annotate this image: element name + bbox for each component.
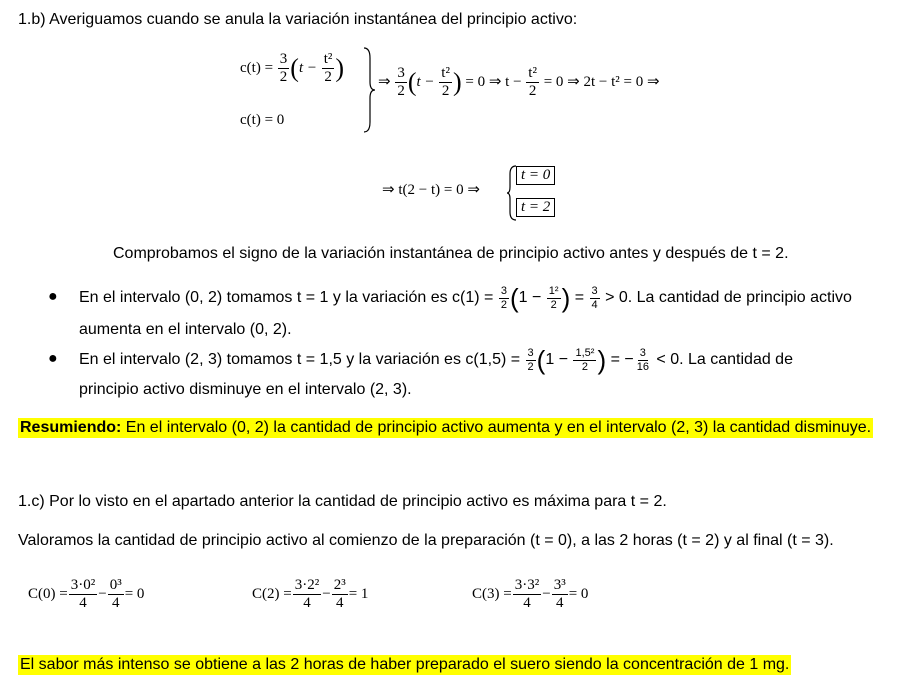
solution-t2-box bbox=[516, 198, 555, 217]
section-1b-intro: 1.b) Averiguamos cuando se anula la variación instantánea del principio activo: bbox=[18, 11, 578, 28]
bullet-2-result-fraction: $\frac{3}{16}$ bbox=[636, 346, 649, 373]
system-brace bbox=[362, 46, 376, 134]
summary-text: En el intervalo (0, 2) la cantidad de principio activo aumenta y en el intervalo (2, 3) la cantidad disminuye. bbox=[121, 419, 872, 436]
eq1-t2-fraction: $\frac{\text{t²}}{2}$ bbox=[323, 51, 333, 85]
system-equation-2: c(t) = 0 bbox=[240, 112, 285, 128]
implies-arrow: ⇒ bbox=[378, 73, 391, 90]
rhs-end: = 0 ⇒ 2t − t² = 0 ⇒ bbox=[543, 73, 660, 90]
bullet-1-marker: ● bbox=[48, 288, 58, 305]
rhs-mid: = 0 ⇒ t − bbox=[465, 73, 522, 90]
eq1-coef-fraction: $\frac{3}{2}$ bbox=[279, 51, 288, 85]
c2-equation: C(2) = $\frac{\text{3·2²}}{4}$ − $\frac{\text{2³}}{4}$ = 1 bbox=[252, 577, 369, 611]
c3-frac-1: $\frac{\text{3·3²}}{4}$ bbox=[514, 577, 540, 611]
system-equation-1: c(t) = $\frac{3}{2}$ (t − $\frac{\text{t²}}{2}$ ) bbox=[240, 51, 345, 85]
conclusion-highlight: El sabor más intenso se obtiene a las 2 horas de haber preparado el suero siendo la concentración de 1 mg. bbox=[20, 656, 790, 673]
c0-frac-2: $\frac{\text{0³}}{4}$ bbox=[109, 577, 122, 611]
rhs-t2-fraction-2: $\frac{\text{t²}}{2}$ bbox=[528, 65, 537, 99]
bullet-2-line-2: principio activo disminuye en el intervalo (2, 3). bbox=[79, 381, 412, 398]
c2-frac-1: $\frac{\text{3·2²}}{4}$ bbox=[294, 577, 320, 611]
rhs-coef-fraction: $\frac{3}{2}$ bbox=[397, 65, 405, 99]
solution-t0-box bbox=[516, 166, 555, 185]
bullet-1-coef-fraction: $\frac{3}{2}$ bbox=[500, 284, 507, 311]
eq1-t: t − bbox=[298, 59, 317, 76]
c0-frac-1: $\frac{\text{3·0²}}{4}$ bbox=[70, 577, 96, 611]
c3-frac-2: $\frac{\text{3³}}{4}$ bbox=[553, 577, 566, 611]
summary-highlight bbox=[18, 418, 873, 438]
eq1-lhs: c(t) = bbox=[240, 59, 274, 76]
c2-frac-2: $\frac{\text{2³}}{4}$ bbox=[333, 577, 346, 611]
c3-equation: C(3) = $\frac{\text{3·3²}}{4}$ − $\frac{\text{3³}}{4}$ = 0 bbox=[472, 577, 589, 611]
system-rhs: ⇒ $\frac{3}{2}$ (t − $\frac{\text{t²}}{2}$ ) = 0 ⇒ t − $\frac{\text{t²}}{2}$ = 0 ⇒ 2t − t² = 0 ⇒ bbox=[378, 65, 660, 99]
bullet-2-marker: ● bbox=[48, 350, 58, 367]
section-1c-intro: 1.c) Por lo visto en el apartado anterior la cantidad de principio activo es máxima para t = 2. bbox=[18, 493, 667, 510]
bullet-1-line-1: En el intervalo (0, 2) tomamos t = 1 y la variación es c(1) = $\frac{3}{2}$ ( 1 − $\frac{\text{1²}}{2}$ ) = $\frac{3}{4}$ > 0. La cantidad de principio activo bbox=[79, 283, 852, 313]
bullet-2-coef-fraction: $\frac{3}{2}$ bbox=[527, 346, 534, 373]
bullet-1-line-2: aumenta en el intervalo (0, 2). bbox=[79, 321, 292, 338]
bullet-2-line-1: En el intervalo (2, 3) tomamos t = 1,5 y la variación es c(1,5) = $\frac{3}{2}$ ( 1 − $\frac{\text{1,5²}}{2}$ ) = − $\frac{3}{16}$ < 0. La cantidad de bbox=[79, 345, 793, 375]
summary-label: Resumiendo: bbox=[20, 419, 122, 436]
solution-t0: t = 0 bbox=[516, 166, 555, 185]
bullet-2-inner-fraction: $\frac{\text{1,5²}}{2}$ bbox=[575, 346, 595, 373]
bullet-1-inner-fraction: $\frac{\text{1²}}{2}$ bbox=[548, 284, 559, 311]
section-1c-values-line: Valoramos la cantidad de principio activo al comienzo de la preparación (t = 0), a las 2 horas (t = 2) y al final (t = 3). bbox=[18, 532, 834, 549]
rhs-t2-fraction: $\frac{\text{t²}}{2}$ bbox=[441, 65, 450, 99]
factor-equation: ⇒ t(2 − t) = 0 ⇒ bbox=[382, 182, 480, 198]
solution-t2: t = 2 bbox=[516, 198, 555, 217]
bullet-1-result-fraction: $\frac{3}{4}$ bbox=[591, 284, 598, 311]
check-sign-text: Comprobamos el signo de la variación instantánea de principio activo antes y después de t = 2. bbox=[113, 245, 789, 262]
c0-equation: C(0) = $\frac{\text{3·0²}}{4}$ − $\frac{\text{0³}}{4}$ = 0 bbox=[28, 577, 145, 611]
